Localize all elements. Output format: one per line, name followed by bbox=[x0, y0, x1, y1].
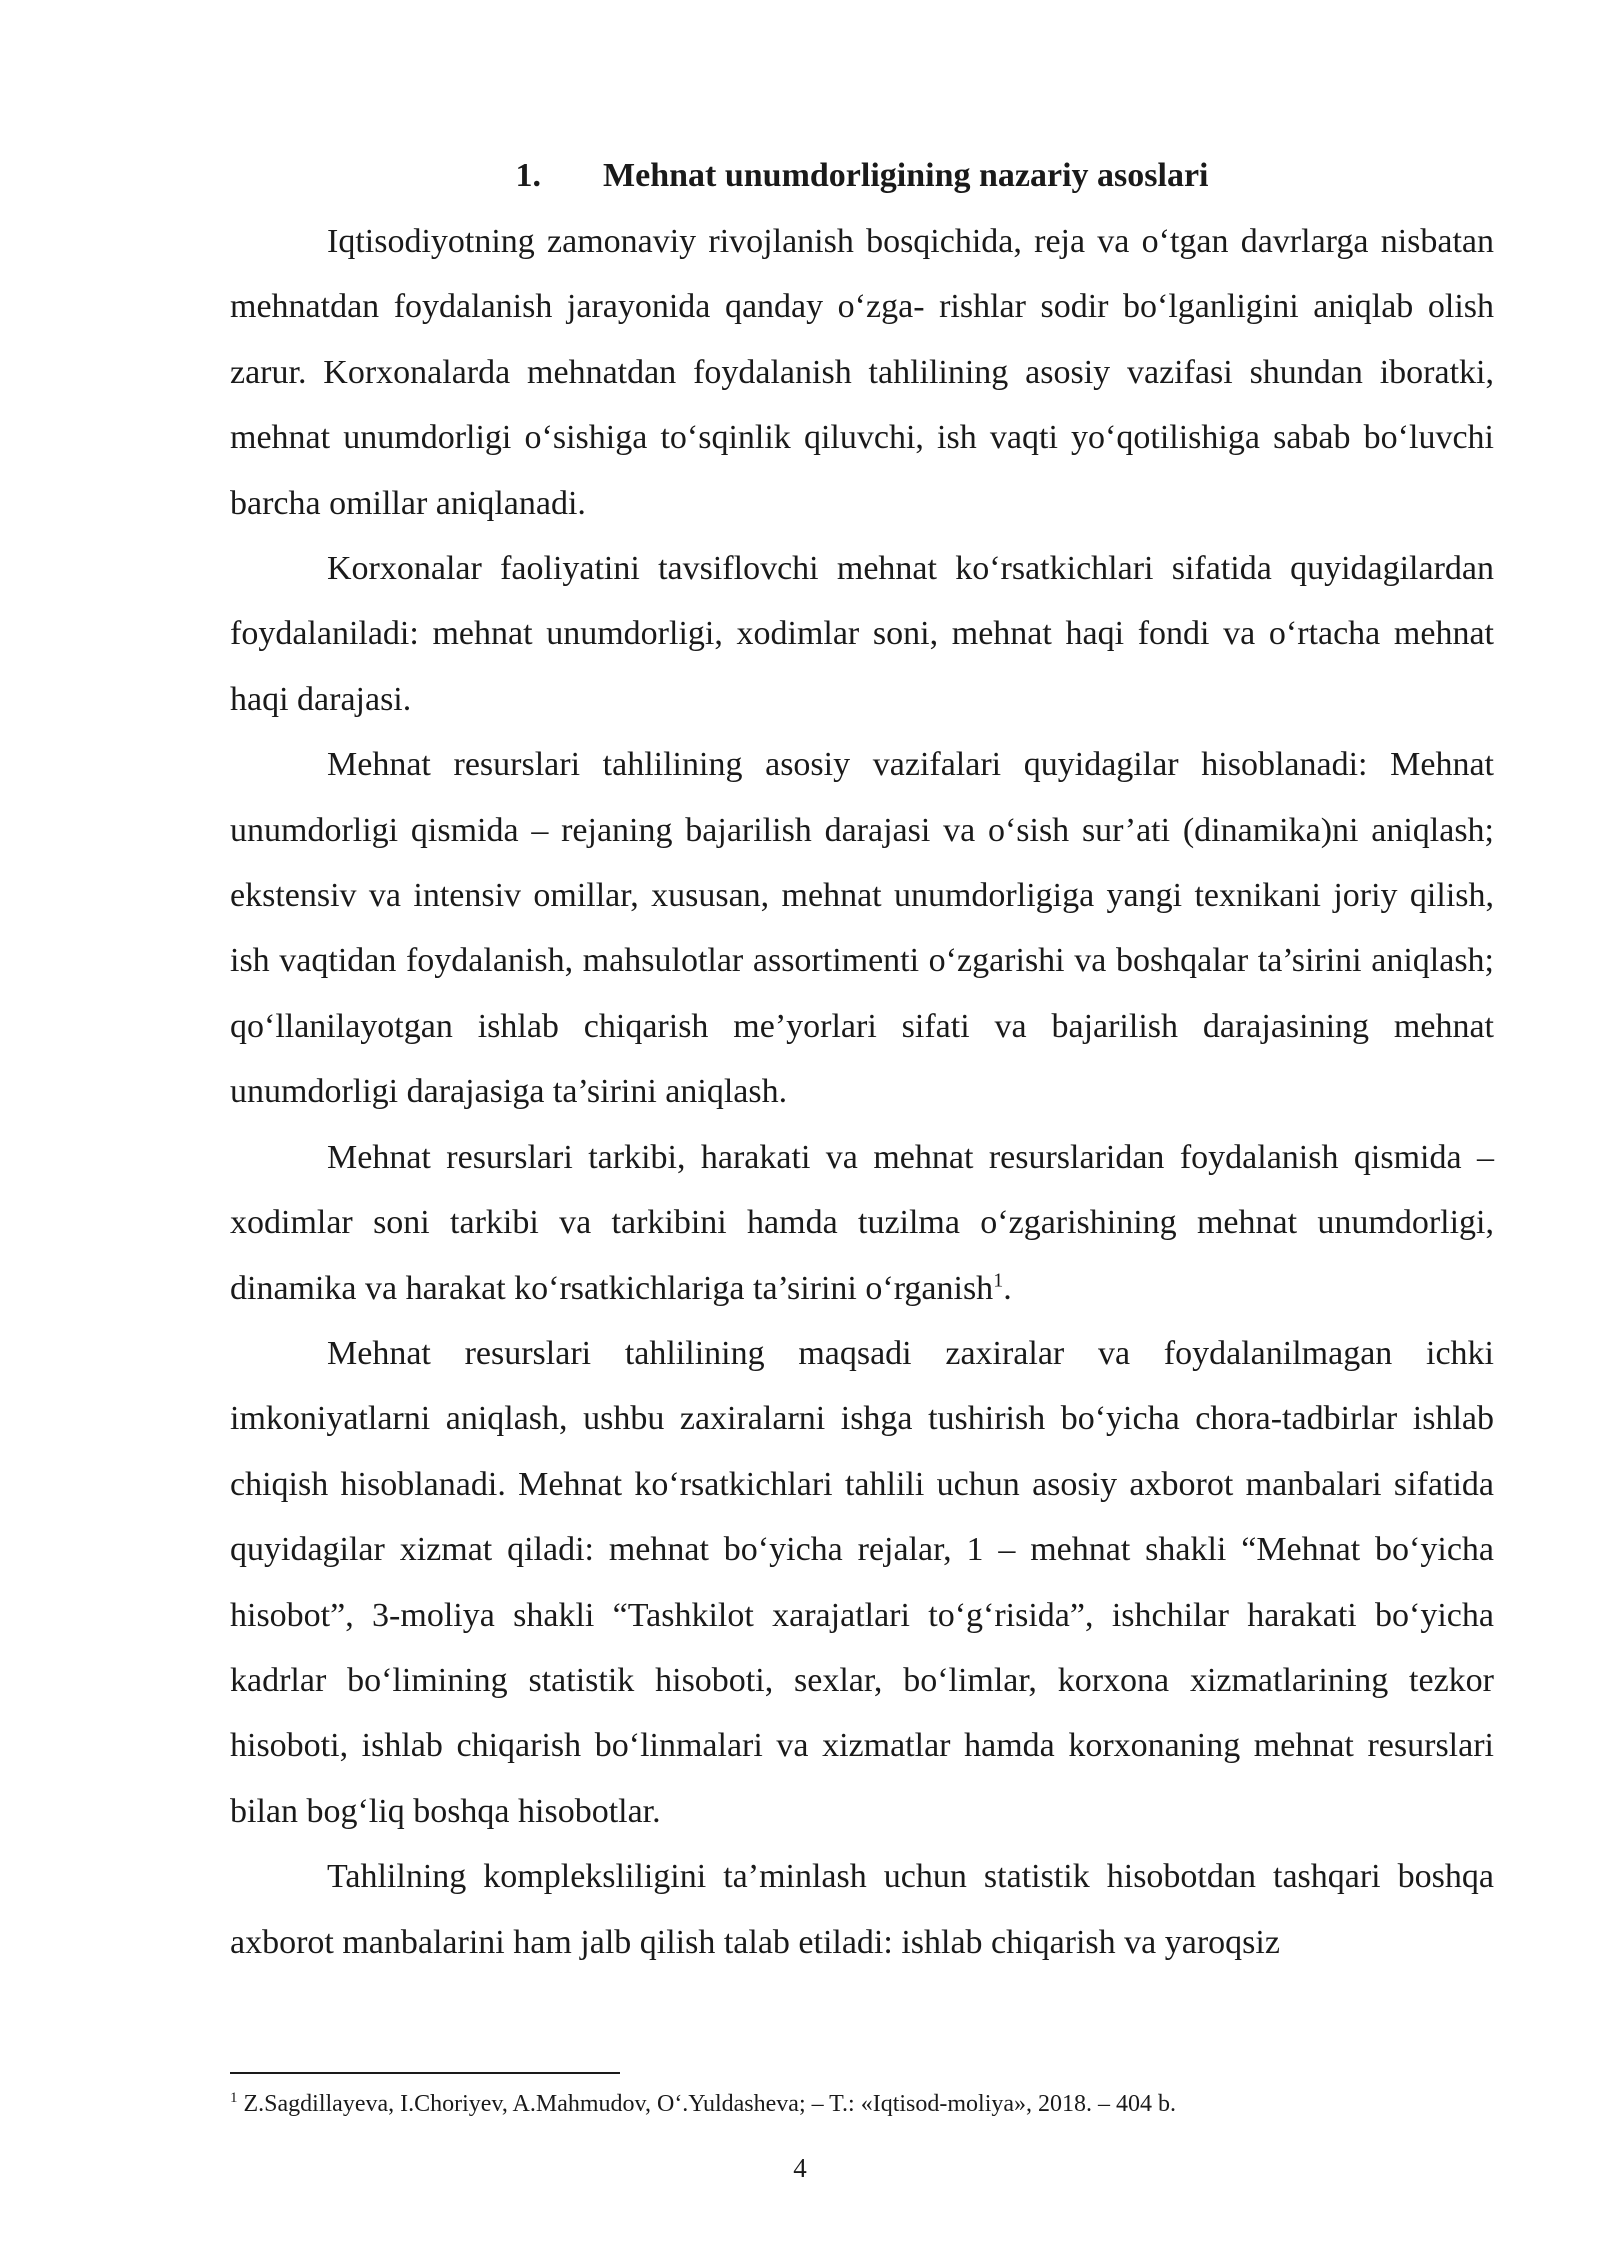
section-heading bbox=[230, 150, 1494, 202]
paragraph-4-text: Mehnat resurslari tarkibi, harakati va mehnat resurslaridan foydalanish qismida – xodimlar soni tarkibi va tarkibini hamda tuzilma o‘zgarishining mehnat unumdorligi, dinamika va harakat ko‘rsatkichlariga ta’sirini o‘rganish bbox=[230, 1138, 1494, 1307]
paragraph-5: Mehnat resurslari tahlilining maqsadi zaxiralar va foydalanilmagan ichki imkoniyatlarni aniqlash, ushbu zaxiralarni ishga tushirish bo‘yicha chora-tadbirlar ishlab chiqish hisoblanadi. Mehnat ko‘rsatkichlari tahlili uchun asosiy axborot manbalari sifatida quyidagilar xizmat qiladi: mehnat bo‘yicha rejalar, 1 – mehnat shakli “Mehnat bo‘yicha hisobot”, 3-moliya shakli “Tashkilot xarajatlari to‘g‘risida”, ishchilar harakati bo‘yicha kadrlar bo‘limining statistik hisoboti, sexlar, bo‘limlar, korxona xizmatlarining tezkor hisoboti, ishlab chiqarish bo‘linmalari va xizmatlar hamda korxonaning mehnat resurslari bilan bog‘liq boshqa hisobotlar. bbox=[230, 1334, 1494, 1830]
paragraph-2: Korxonalar faoliyatini tavsiflovchi mehnat ko‘rsatkichlari sifatida quyidagilardan foydalaniladi: mehnat unumdorligi, xodimlar soni, mehnat haqi fondi va o‘rtacha mehnat haqi darajasi. bbox=[230, 550, 1494, 718]
paragraph-3: Mehnat resurslari tahlilining asosiy vazifalari quyidagilar hisoblanadi: Mehnat unumdorligi qismida – rejaning bajarilish darajasi va o‘sish sur’ati (dinamika)ni aniqlash; ekstensiv va intensiv omillar, xususan, mehnat unumdorligiga yangi texnikani joriy qilish, ish vaqtidan foydalanish, mahsulotlar assortimenti o‘zgarishi va boshqalar ta’sirini aniqlash; qo‘llanilayotgan ishlab chiqarish me’yorlari sifati va bajarilish darajasining mehnat unumdorligi darajasiga ta’sirini aniqlash. bbox=[230, 746, 1494, 1111]
footnote-text: Z.Sagdillayeva, I.Choriyev, A.Mahmudov, O‘.Yuldasheva; – T.: «Iqtisod-moliya», 2018. – 404 b. bbox=[237, 2091, 1177, 2117]
footnote-separator bbox=[230, 2072, 620, 2074]
page-number: 4 bbox=[793, 2153, 807, 2183]
section-number: 1. bbox=[515, 157, 542, 194]
section-title: Mehnat unumdorligining nazariy asoslari bbox=[603, 157, 1209, 194]
body-text bbox=[230, 209, 1494, 1975]
footnote-marker: 1 bbox=[230, 2090, 238, 2106]
paragraph-4 bbox=[230, 1125, 1494, 1321]
paragraph-4-end: . bbox=[1003, 1269, 1012, 1307]
footnote-reference[interactable]: 1 bbox=[993, 1269, 1004, 1292]
paragraph-1: Iqtisodiyotning zamonaviy rivojlanish bosqichida, reja va o‘tgan davrlarga nisbatan mehnatdan foydalanish jarayonida qanday o‘zga- rishlar sodir bo‘lganligini aniqlab olish zarur. Korxonalarda mehnatdan foydalanish tahlilining asosiy vazifasi shundan iboratki, mehnat unumdorligi o‘sishiga to‘sqinlik qiluvchi, ish vaqti yo‘qotilishiga sabab bo‘luvchi barcha omillar aniqlanadi. bbox=[230, 223, 1494, 522]
paragraph-6: Tahlilning kompleksliligini ta’minlash uchun statistik hisobotdan tashqari boshqa axborot manbalarini ham jalb qilish talab etiladi: ishlab chiqarish va yaroqsiz bbox=[230, 1858, 1494, 1961]
footnote bbox=[230, 2088, 1494, 2120]
